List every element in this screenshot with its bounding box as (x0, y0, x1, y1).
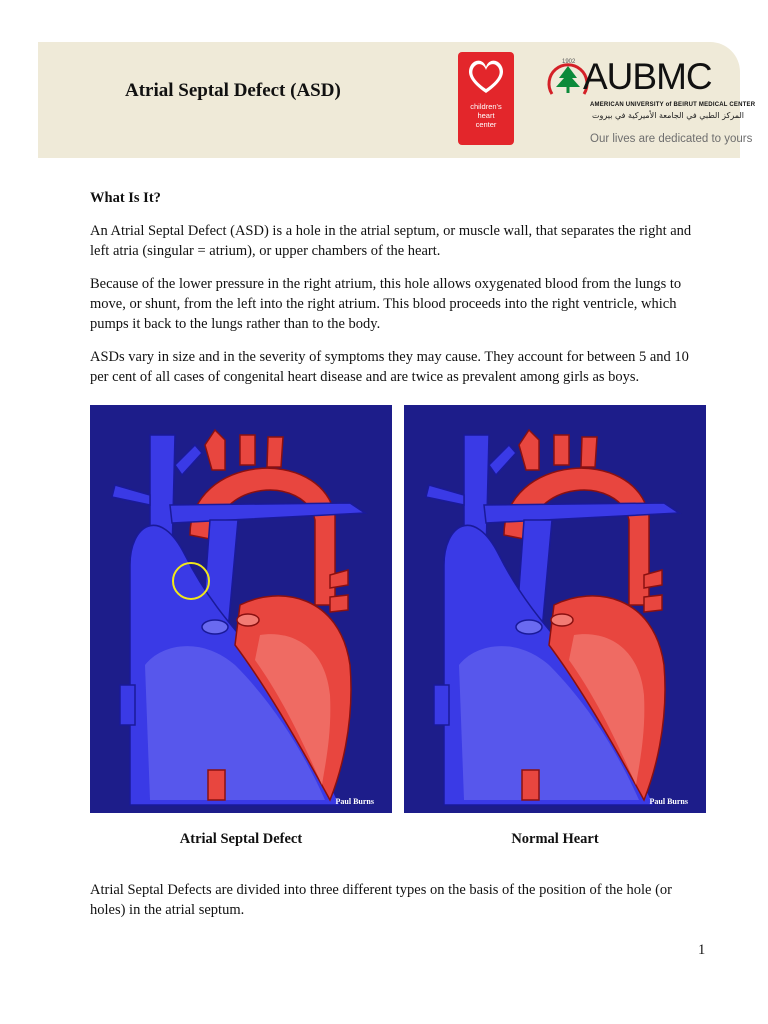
document-header (38, 42, 756, 158)
body-paragraph: ASDs vary in size and in the severity of symptoms they may cause. They account for between 5 and 10 per cent of all cases of congenital heart disease and are twice as prevalent among girls as boys. (90, 349, 689, 385)
aubmc-arabic-name: المركز الطبي في الجامعة الأميركية في بيروت (592, 111, 745, 120)
body-paragraph: An Atrial Septal Defect (ASD) is a hole in the atrial septum, or muscle wall, that separates the right and left atria (singular = atrium), or upper chambers of the heart. (90, 223, 692, 259)
illustration-credit: Paul Burns (649, 797, 688, 806)
heart-icon (466, 58, 506, 96)
aubmc-tagline: Our lives are dedicated to yours (590, 133, 753, 145)
aubmc-wordmark: AUBMC (583, 56, 712, 97)
document-title: Atrial Septal Defect (ASD) (125, 80, 341, 101)
heart-diagram-normal (404, 405, 706, 813)
closing-paragraph: Atrial Septal Defects are divided into three different types on the basis of the position of the hole (or holes) in the atrial septum. (90, 882, 672, 918)
chc-logo-line: children's (470, 102, 502, 111)
page-number: 1 (698, 942, 706, 958)
illustration-credit: Paul Burns (335, 797, 374, 806)
section-heading: What Is It? (90, 190, 161, 206)
childrens-heart-center-logo (458, 52, 514, 145)
aubmc-founding-year: 1902 (562, 59, 576, 65)
asd-heart-illustration (90, 405, 392, 813)
aubmc-logo (546, 50, 756, 150)
figure-caption-normal: Normal Heart (511, 831, 599, 847)
chc-logo-line: heart (477, 111, 495, 120)
normal-heart-illustration (404, 405, 706, 813)
document-body (90, 190, 710, 400)
chc-logo-line: center (475, 120, 497, 129)
aubmc-full-name: AMERICAN UNIVERSITY of BEIRUT MEDICAL CENTER (590, 102, 756, 108)
heart-diagram-asd (90, 405, 392, 813)
figure-caption-asd: Atrial Septal Defect (179, 831, 303, 847)
body-paragraph: Because of the lower pressure in the right atrium, this hole allows oxygenated blood from the lungs to move, or shunt, from the left into the right atrium. This blood proceeds into the right ventricle, which pumps it back to the lungs rather than to the body. (90, 276, 682, 332)
